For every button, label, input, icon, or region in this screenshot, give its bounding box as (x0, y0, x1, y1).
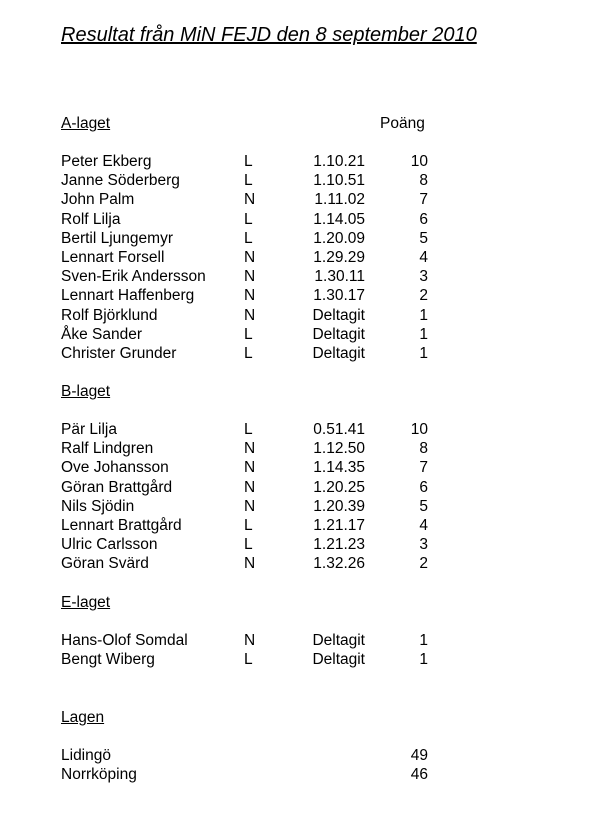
club-code: L (244, 153, 253, 170)
result-row (0, 632, 593, 651)
club-code: N (244, 191, 256, 209)
finish-time: 1.20.09 (313, 229, 365, 247)
club-code: L (244, 210, 253, 228)
result-row (0, 479, 593, 498)
participant-name: Rolf Lilja (61, 210, 121, 228)
participant-name: Ove Johansson (61, 459, 169, 477)
participant-name: Lennart Forsell (61, 249, 165, 266)
participant-name: Janne Söderberg (61, 172, 180, 190)
finish-time: 1.20.39 (313, 497, 365, 515)
participant-name: Åke Sander (61, 325, 142, 343)
result-row (0, 555, 593, 574)
page-title: Resultat från MiN FEJD den 8 september 2010 (61, 24, 477, 46)
points-value: 7 (419, 459, 428, 477)
club-code: L (244, 229, 253, 247)
result-row (0, 191, 593, 210)
points-value: 3 (419, 536, 428, 554)
finish-time: Deltagit (312, 325, 365, 343)
finish-time: 1.10.21 (313, 153, 365, 170)
points-value: 10 (410, 153, 428, 170)
participant-name: Christer Grunder (61, 345, 177, 362)
finish-time: 1.32.26 (313, 555, 365, 573)
team-name: Lidingö (61, 747, 111, 764)
finish-time: Deltagit (312, 345, 365, 362)
points-value: 7 (419, 191, 428, 209)
club-code: N (244, 478, 256, 496)
finish-time: 1.29.29 (313, 249, 365, 266)
points-value: 4 (419, 249, 428, 266)
finish-time: 1.10.51 (313, 172, 365, 190)
result-row (0, 517, 593, 536)
points-value: 2 (419, 287, 428, 305)
result-row (0, 211, 593, 230)
section-heading: E-laget (61, 594, 111, 611)
points-value: 8 (419, 172, 428, 190)
club-code: L (244, 421, 253, 438)
result-row (0, 326, 593, 345)
team-total-row (0, 747, 593, 766)
points-value: 8 (419, 440, 428, 458)
club-code: N (244, 459, 256, 477)
points-value: 5 (419, 497, 428, 515)
team-total-row (0, 766, 593, 785)
result-row (0, 249, 593, 268)
participant-name: Bertil Ljungemyr (61, 229, 173, 247)
participant-name: Peter Ekberg (61, 153, 152, 170)
team-points: 49 (410, 747, 428, 764)
participant-name: Pär Lilja (61, 421, 117, 438)
participant-name: Ulric Carlsson (61, 536, 158, 554)
participant-name: Bengt Wiberg (61, 651, 155, 669)
club-code: L (244, 536, 253, 554)
finish-time: 1.30.17 (313, 287, 365, 305)
finish-time: 1.11.02 (314, 191, 365, 209)
club-code: L (244, 325, 253, 343)
club-code: N (244, 555, 256, 573)
result-row (0, 651, 593, 670)
points-value: 6 (419, 478, 428, 496)
section-heading: B-laget (61, 383, 111, 400)
points-value: 5 (419, 229, 428, 247)
club-code: L (244, 651, 253, 669)
participant-name: Rolf Björklund (61, 306, 158, 324)
points-value: 10 (410, 421, 428, 438)
club-code: L (244, 172, 253, 190)
result-row (0, 421, 593, 440)
club-code: N (244, 249, 256, 266)
points-value: 1 (419, 651, 428, 669)
finish-time: 1.30.11 (314, 268, 365, 286)
points-value: 1 (419, 345, 428, 362)
result-row (0, 230, 593, 249)
result-row (0, 153, 593, 172)
club-code: N (244, 440, 256, 458)
result-row (0, 440, 593, 459)
participant-name: Göran Svärd (61, 555, 149, 573)
result-row (0, 536, 593, 555)
finish-time: 1.14.05 (313, 210, 365, 228)
finish-time: Deltagit (312, 306, 365, 324)
club-code: L (244, 345, 253, 362)
result-row (0, 307, 593, 326)
club-code: N (244, 287, 256, 305)
finish-time: 1.21.17 (313, 517, 365, 534)
finish-time: 1.12.50 (313, 440, 365, 458)
finish-time: Deltagit (312, 651, 365, 669)
result-row (0, 287, 593, 306)
team-name: Norrköping (61, 766, 137, 784)
points-value: 1 (419, 632, 428, 649)
result-row (0, 172, 593, 191)
section-heading: A-laget (61, 115, 111, 132)
result-row (0, 459, 593, 478)
participant-name: Sven-Erik Andersson (61, 268, 206, 286)
club-code: N (244, 268, 256, 286)
participant-name: Nils Sjödin (61, 497, 135, 515)
participant-name: Göran Brattgård (61, 478, 173, 496)
result-row (0, 498, 593, 517)
club-code: L (244, 517, 253, 534)
club-code: N (244, 632, 256, 649)
points-value: 3 (419, 268, 428, 286)
points-column-header: Poäng (380, 115, 425, 132)
participant-name: John Palm (61, 191, 135, 209)
participant-name: Lennart Brattgård (61, 517, 182, 534)
team-points: 46 (410, 766, 428, 784)
points-value: 1 (419, 306, 428, 324)
finish-time: 0.51.41 (313, 421, 365, 438)
participant-name: Ralf Lindgren (61, 440, 154, 458)
points-value: 2 (419, 555, 428, 573)
club-code: N (244, 306, 256, 324)
points-value: 4 (419, 517, 428, 534)
participant-name: Hans-Olof Somdal (61, 632, 188, 649)
club-code: N (244, 497, 256, 515)
points-value: 6 (419, 210, 428, 228)
points-value: 1 (419, 325, 428, 343)
teams-heading: Lagen (61, 709, 105, 726)
participant-name: Lennart Haffenberg (61, 287, 195, 305)
result-row (0, 268, 593, 287)
result-row (0, 345, 593, 364)
finish-time: Deltagit (312, 632, 365, 649)
finish-time: 1.14.35 (313, 459, 365, 477)
finish-time: 1.21.23 (313, 536, 365, 554)
finish-time: 1.20.25 (313, 478, 365, 496)
